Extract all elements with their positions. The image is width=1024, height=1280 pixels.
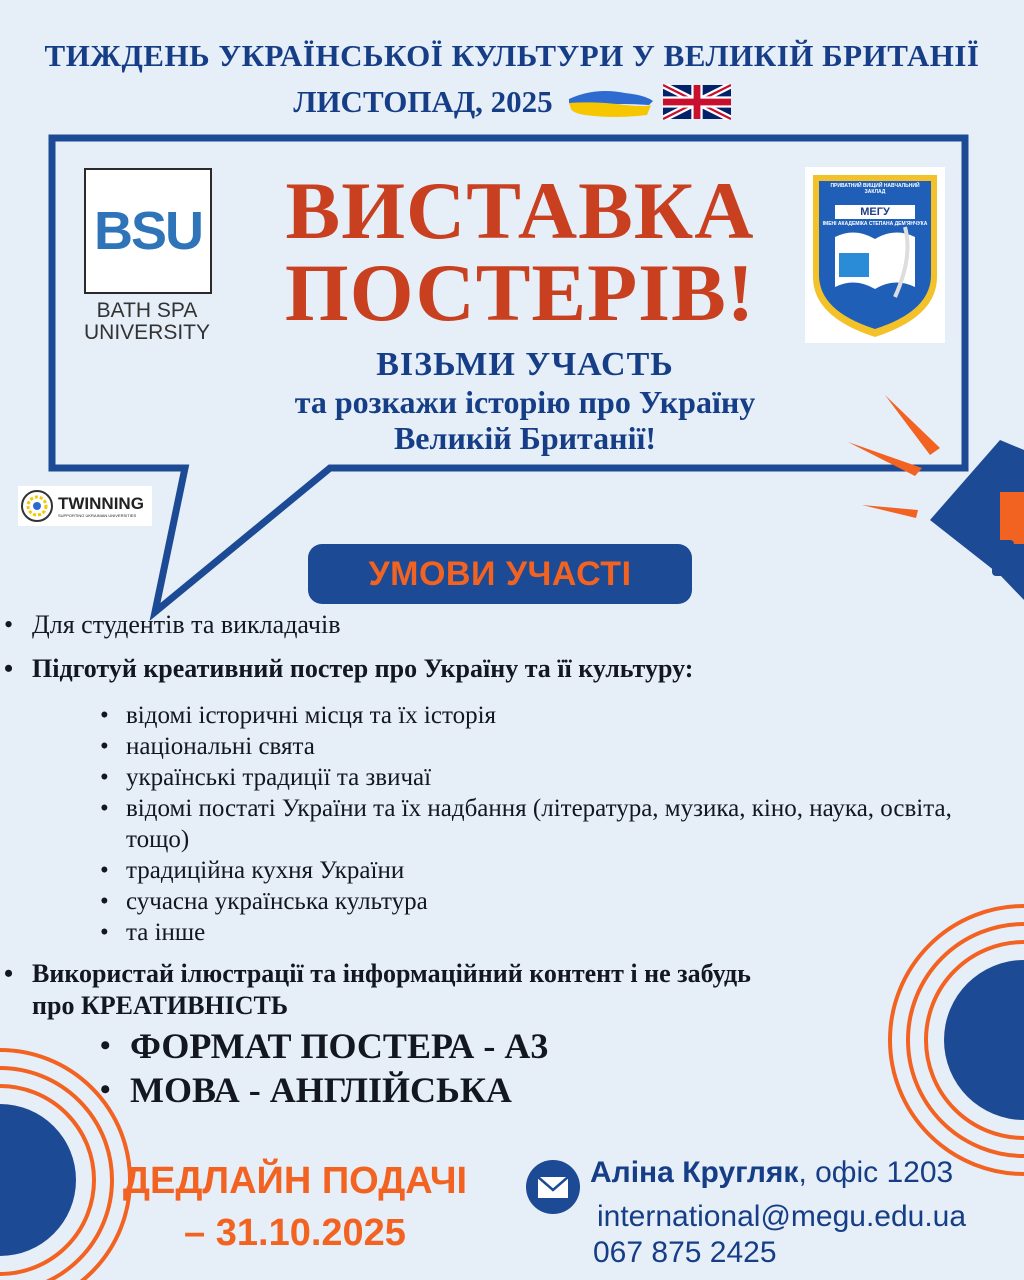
topics-list — [100, 700, 1020, 948]
requirement-language: • МОВА - АНГЛІЙСЬКА — [100, 1068, 800, 1112]
deadline-label: ДЕДЛАЙН ПОДАЧІ — [122, 1160, 468, 1202]
megu-logo — [805, 167, 945, 343]
conditions-list-2 — [0, 654, 1000, 684]
bsu-logo — [84, 168, 210, 344]
twinning-logo — [18, 486, 152, 526]
megu-sub-text: ІМЕНІ АКАДЕМІКА СТЕПАНА ДЕМ'ЯНЧУКА — [822, 221, 928, 227]
subtitle-line-3: Великій Британії! — [393, 420, 657, 456]
megaphone-icon — [848, 395, 1024, 600]
bullet-use-line-1: Використай ілюстрації та інформаційний контент і не забудь — [32, 959, 751, 988]
subtitle-line-2: та розкажи історію про Україну — [294, 384, 756, 420]
bullet-audience: • Для студентів та викладачів — [0, 610, 1000, 640]
contact-name: Аліна Кругляк — [590, 1156, 799, 1189]
deadline-date: – 31.10.2025 — [184, 1212, 406, 1254]
megu-top-text: ПРИВАТНИЙ ВИЩИЙ НАВЧАЛЬНИЙ ЗАКЛАД — [830, 183, 920, 195]
requirements-list — [100, 1024, 800, 1112]
conditions-badge: УМОВИ УЧАСТІ — [308, 544, 692, 604]
bullet-use — [0, 958, 960, 1022]
contact-person-row — [590, 1156, 953, 1190]
header-line-2: ЛИСТОПАД, 2025 — [293, 84, 553, 119]
contact-email[interactable]: international@megu.edu.ua — [597, 1200, 967, 1233]
uk-flag-icon — [663, 84, 731, 120]
topic-item: • традиційна кухня України — [100, 855, 1020, 886]
bullet-use-line-2: про КРЕАТИВНІСТЬ — [32, 991, 289, 1020]
subtitle-line-1: ВІЗЬМИ УЧАСТЬ — [376, 346, 674, 383]
conditions-list — [0, 610, 1000, 640]
header-line-1: ТИЖДЕНЬ УКРАЇНСЬКОЇ КУЛЬТУРИ У ВЕЛИКІЙ БРИТАНІЇ — [44, 38, 980, 73]
title-line-1: ВИСТАВКА — [285, 165, 755, 256]
bsu-logo-line1: BATH SPA — [96, 299, 198, 322]
topic-item: • відомі історичні місця та їх історія — [100, 700, 1020, 731]
mail-icon — [526, 1160, 580, 1214]
twinning-tagline: SUPPORTING UKRAINIAN UNIVERSITIES — [58, 512, 137, 518]
bsu-logo-mark: BSU — [93, 201, 202, 261]
requirement-format: • ФОРМАТ ПОСТЕРА - А3 — [100, 1024, 800, 1068]
topic-item: • сучасна українська культура — [100, 886, 1020, 917]
contact-phone[interactable]: 067 875 2425 — [593, 1236, 777, 1269]
topic-item: • відомі постаті України та їх надбання (література, музика, кіно, наука, освіта, тощо) — [100, 793, 1020, 855]
megu-name: МЕГУ — [860, 206, 890, 218]
topic-item: • та інше — [100, 917, 1020, 948]
header-line-2-row — [0, 84, 1024, 120]
topic-item: • українські традиції та звичаї — [100, 762, 1020, 793]
conditions-list-3 — [0, 958, 960, 1022]
topic-item: • національні свята — [100, 731, 1020, 762]
bsu-logo-line2: UNIVERSITY — [84, 321, 211, 344]
title-line-2: ПОСТЕРІВ! — [284, 247, 756, 338]
contact-office: , офіс 1203 — [798, 1156, 954, 1189]
twinning-name: TWINNING — [58, 493, 144, 513]
ukraine-flag-icon — [565, 85, 655, 119]
bullet-prepare: • Підготуй креативний постер про Україну та її культуру: — [0, 654, 1000, 684]
twinning-globe-icon — [20, 489, 54, 523]
